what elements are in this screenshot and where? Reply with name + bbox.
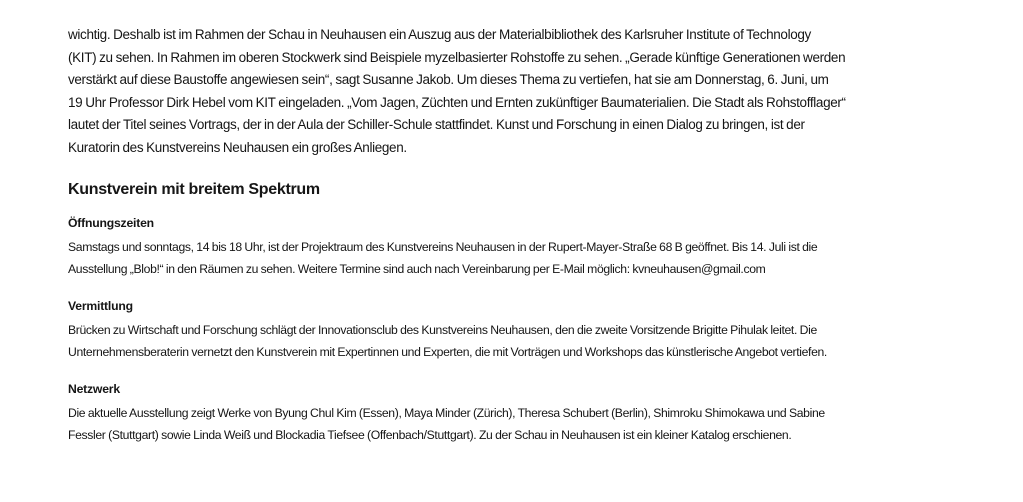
info-block-opening-hours bbox=[68, 215, 968, 280]
info-block-network bbox=[68, 381, 968, 446]
article-body bbox=[68, 24, 968, 446]
article-paragraph: wichtig. Deshalb ist im Rahmen der Schau in Neuhausen ein Auszug aus der Materialbibliothek des Karlsruher Institute of Technology (KIT) zu sehen. In Rahmen im oberen Stockwerk sind Beispiele myzelbasierter Rohstoffe zu sehen. „Gerade künftige Generationen werden verstärkt auf diese Baustoffe angewiesen sein“, sagt Susanne Jakob. Um dieses Thema zu vertiefen, hat sie am Donnerstag, 6. Juni, um 19 Uhr Professor Dirk Hebel vom KIT eingeladen. „Vom Jagen, Züchten und Ernten zukünftiger Baumaterialien. Die Stadt als Rohstofflager“ lautet der Titel seines Vortrags, der in der Aula der Schiller-Schule stattfindet. Kunst und Forschung in einen Dialog zu bringen, ist der Kuratorin des Kunstvereins Neuhausen ein großes Anliegen. bbox=[68, 27, 846, 155]
info-text-network: Die aktuelle Ausstellung zeigt Werke von Byung Chul Kim (Essen), Maya Minder (Zürich), Theresa Schubert (Berlin), Shimroku Shimokawa und Sabine Fessler (Stuttgart) sowie Linda Weiß und Blockadia Tiefsee (Offenbach/Stuttgart). Zu der Schau in Neuhausen ist ein kleiner Katalog erschienen. bbox=[68, 405, 825, 442]
info-title-network: Netzwerk bbox=[68, 381, 120, 396]
info-text-opening-hours: Samstags und sonntags, 14 bis 18 Uhr, ist der Projektraum des Kunstvereins Neuhausen in der Rupert-Mayer-Straße 68 B geöffnet. Bis 14. Juli ist die Ausstellung „Blob!“ in den Räumen zu sehen. Weitere Termine sind auch nach Vereinbarung per E-Mail möglich: kvneuhausen@gmail.com bbox=[68, 239, 818, 276]
info-title-mediation: Vermittlung bbox=[68, 298, 133, 313]
section-heading: Kunstverein mit breitem Spektrum bbox=[68, 180, 320, 198]
info-text-mediation: Brücken zu Wirtschaft und Forschung schlägt der Innovationsclub des Kunstvereins Neuhausen, den die zweite Vorsitzende Brigitte Pihulak leitet. Die Unternehmensberaterin vernetzt den Kunstverein mit Expertinnen und Experten, die mit Vorträgen und Workshops das künstlerische Angebot vertiefen. bbox=[68, 322, 827, 359]
info-block-mediation bbox=[68, 298, 968, 363]
info-title-opening-hours: Öffnungszeiten bbox=[68, 215, 154, 230]
